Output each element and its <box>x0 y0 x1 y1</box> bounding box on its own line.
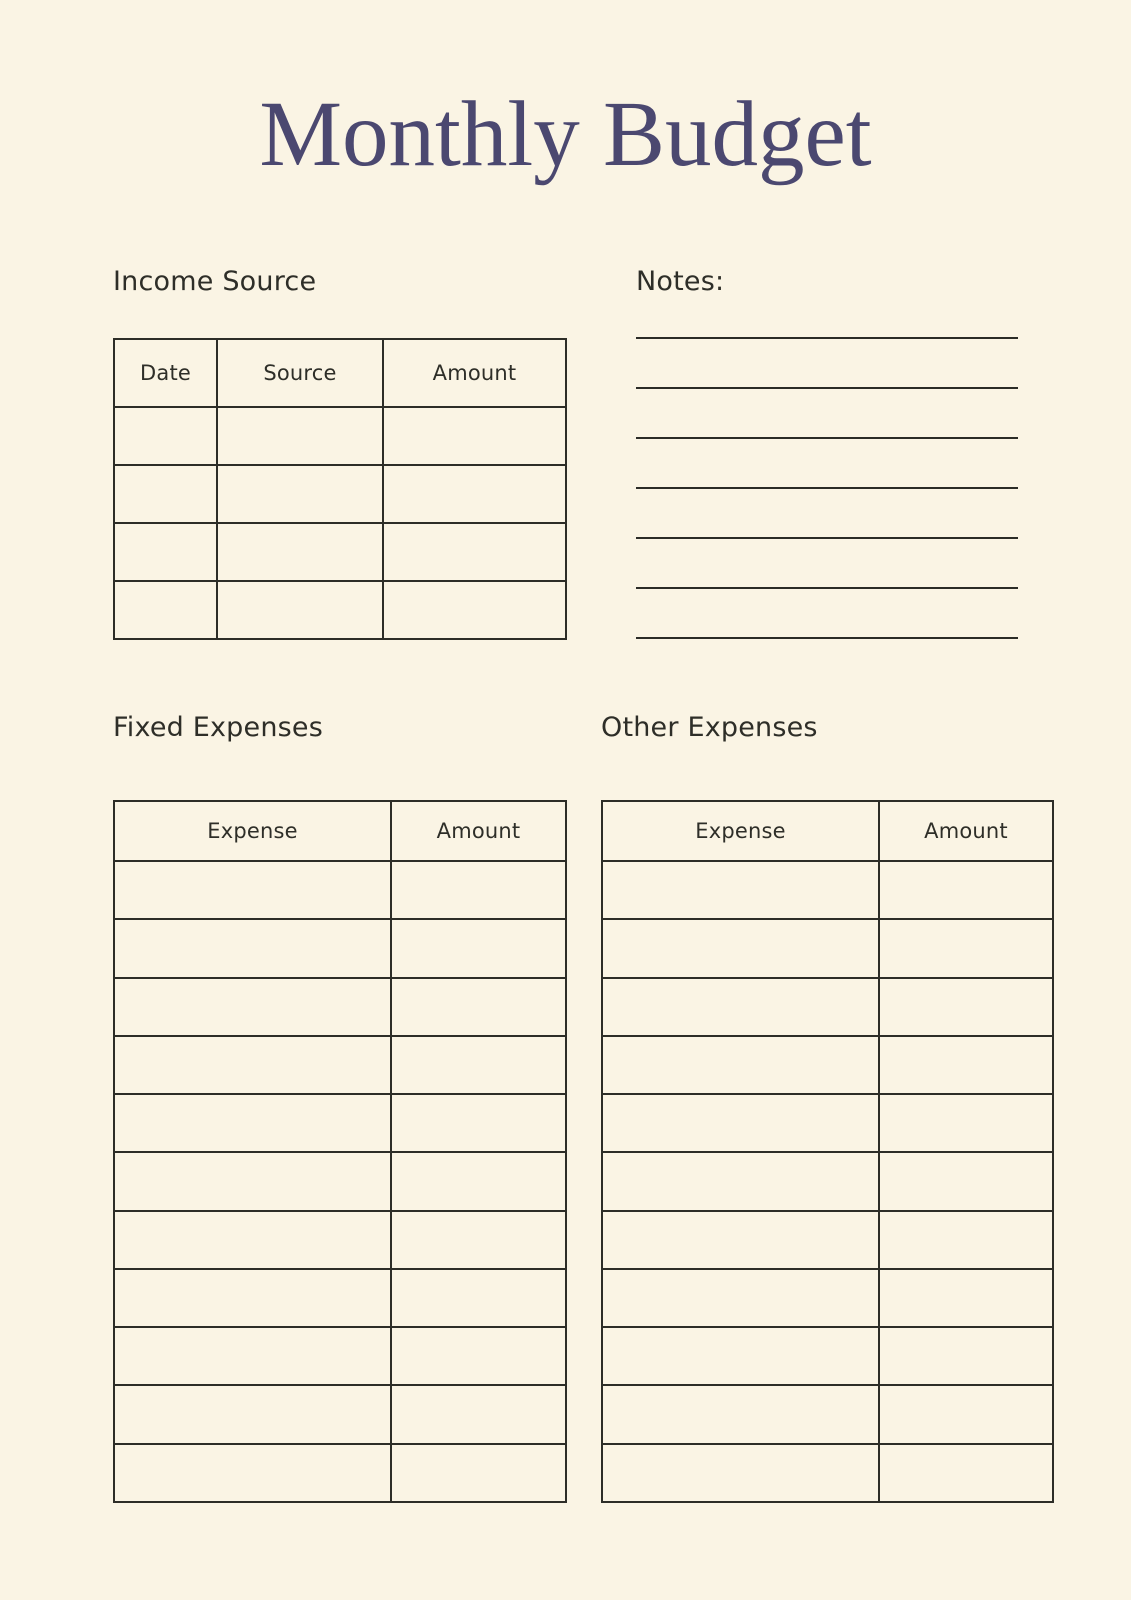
empty-table-row <box>114 1444 566 1502</box>
empty-cell <box>879 1385 1053 1443</box>
empty-cell <box>602 1269 879 1327</box>
empty-table-row <box>602 1036 1053 1094</box>
empty-cell <box>114 861 391 919</box>
other-expenses-header-row <box>602 801 1053 861</box>
empty-cell <box>114 581 217 639</box>
empty-cell <box>602 1036 879 1094</box>
empty-table-row <box>114 523 566 581</box>
notes-heading: Notes: <box>636 266 725 297</box>
empty-table-row <box>114 1152 566 1210</box>
fixed-expenses-heading: Fixed Expenses <box>113 712 323 743</box>
empty-cell <box>879 1211 1053 1269</box>
note-line <box>636 587 1018 589</box>
empty-cell <box>114 407 217 465</box>
empty-cell <box>391 1269 566 1327</box>
empty-table-row <box>602 861 1053 919</box>
note-line <box>636 537 1018 539</box>
empty-table-row <box>114 407 566 465</box>
fixed-expenses-table <box>113 800 567 1503</box>
empty-cell <box>114 1444 391 1502</box>
note-line <box>636 437 1018 439</box>
note-line <box>636 637 1018 639</box>
note-line <box>636 337 1018 339</box>
empty-table-row <box>602 1444 1053 1502</box>
income-source-column-header: Source <box>217 339 383 407</box>
empty-table-row <box>602 1327 1053 1385</box>
income-source-heading: Income Source <box>113 266 317 297</box>
empty-cell <box>391 1036 566 1094</box>
empty-cell <box>114 1327 391 1385</box>
income-amount-column-header: Amount <box>383 339 566 407</box>
empty-cell <box>602 1152 879 1210</box>
empty-cell <box>391 919 566 977</box>
page-title: Monthly Budget <box>259 83 872 186</box>
empty-cell <box>114 1385 391 1443</box>
other-amount-column-header: Amount <box>879 801 1053 861</box>
empty-cell <box>114 1094 391 1152</box>
other-expenses-heading: Other Expenses <box>601 712 818 743</box>
empty-cell <box>879 1327 1053 1385</box>
empty-cell <box>217 523 383 581</box>
empty-cell <box>391 1385 566 1443</box>
empty-table-row <box>602 1269 1053 1327</box>
note-line <box>636 487 1018 489</box>
income-table-header-row <box>114 339 566 407</box>
fixed-amount-column-header: Amount <box>391 801 566 861</box>
empty-cell <box>879 1152 1053 1210</box>
empty-table-row <box>114 581 566 639</box>
empty-cell <box>114 1036 391 1094</box>
empty-cell <box>602 861 879 919</box>
empty-table-row <box>602 1152 1053 1210</box>
empty-cell <box>217 407 383 465</box>
fixed-expense-column-header: Expense <box>114 801 391 861</box>
empty-cell <box>879 919 1053 977</box>
note-line <box>636 387 1018 389</box>
empty-table-row <box>114 1269 566 1327</box>
empty-cell <box>602 1094 879 1152</box>
empty-cell <box>114 919 391 977</box>
empty-table-row <box>602 1385 1053 1443</box>
empty-cell <box>879 1094 1053 1152</box>
empty-cell <box>391 1094 566 1152</box>
empty-cell <box>879 1444 1053 1502</box>
empty-cell <box>383 523 566 581</box>
empty-cell <box>602 1327 879 1385</box>
empty-cell <box>602 919 879 977</box>
empty-table-row <box>114 1327 566 1385</box>
empty-cell <box>602 978 879 1036</box>
empty-table-row <box>114 1211 566 1269</box>
empty-cell <box>114 978 391 1036</box>
empty-cell <box>383 581 566 639</box>
empty-cell <box>391 1211 566 1269</box>
empty-table-row <box>602 1094 1053 1152</box>
empty-cell <box>391 1327 566 1385</box>
income-date-column-header: Date <box>114 339 217 407</box>
empty-cell <box>217 581 383 639</box>
empty-table-row <box>114 919 566 977</box>
empty-cell <box>602 1444 879 1502</box>
empty-cell <box>114 1269 391 1327</box>
empty-cell <box>879 978 1053 1036</box>
income-source-table <box>113 338 567 640</box>
empty-cell <box>114 1152 391 1210</box>
empty-cell <box>879 1269 1053 1327</box>
fixed-expenses-header-row <box>114 801 566 861</box>
empty-cell <box>879 1036 1053 1094</box>
empty-cell <box>391 861 566 919</box>
empty-cell <box>602 1385 879 1443</box>
empty-cell <box>391 1152 566 1210</box>
empty-table-row <box>114 978 566 1036</box>
empty-table-row <box>114 861 566 919</box>
empty-cell <box>383 465 566 523</box>
empty-table-row <box>114 465 566 523</box>
empty-cell <box>114 523 217 581</box>
empty-table-row <box>114 1094 566 1152</box>
empty-cell <box>217 465 383 523</box>
empty-table-row <box>602 919 1053 977</box>
empty-cell <box>391 1444 566 1502</box>
empty-cell <box>879 861 1053 919</box>
empty-cell <box>602 1211 879 1269</box>
notes-ruled-lines <box>636 337 1018 687</box>
empty-cell <box>114 1211 391 1269</box>
empty-cell <box>114 465 217 523</box>
empty-cell <box>383 407 566 465</box>
empty-table-row <box>114 1036 566 1094</box>
empty-table-row <box>602 1211 1053 1269</box>
other-expense-column-header: Expense <box>602 801 879 861</box>
empty-table-row <box>602 978 1053 1036</box>
other-expenses-table <box>601 800 1054 1503</box>
empty-table-row <box>114 1385 566 1443</box>
empty-cell <box>391 978 566 1036</box>
